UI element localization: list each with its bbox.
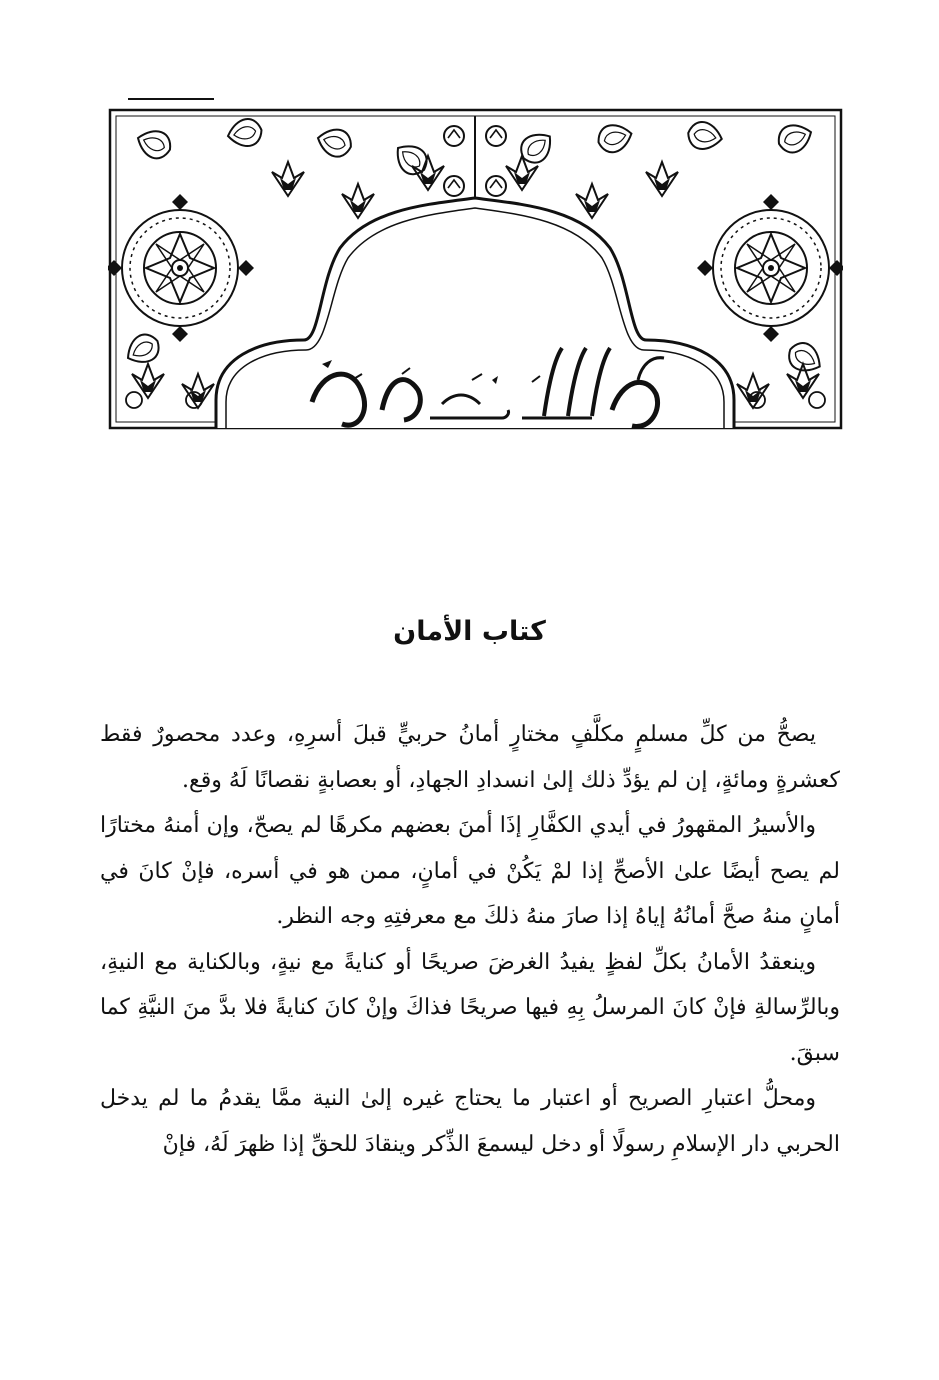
chapter-title: كتاب الأمان bbox=[393, 616, 546, 647]
paragraph-2: والأسيرُ المقهورُ في أيدي الكفَّارِ إذَا أمنَ بعضهم مكرهًا لم يصحّ، وإن أمنهُ مختارًا لم يصح أيضًا علىٰ الأصحِّ إذا لمْ يَكُنْ في أمانٍ، ممن هو في أسره، فإنْ كانَ في أمانٍ منهُ صحَّ أمانُهُ إياهُ إذا صارَ منهُ ذلكَ مع معرفتِهِ وجه النظر. bbox=[100, 813, 840, 929]
top-rule-line bbox=[128, 98, 214, 100]
body-text bbox=[100, 712, 840, 1167]
paragraph-1: يصحُّ من كلِّ مسلمٍ مكلَّفٍ مختارٍ أمانُ حربيٍّ قبلَ أسرِهِ، وعدد محصورٌ فقط كعشرةٍ ومائةٍ، إن لم يؤدِّ ذلك إلىٰ انسدادِ الجهادِ، أو بعصابةٍ نقصانًا لَهُ وقع. bbox=[100, 722, 840, 793]
basmala-calligraphy bbox=[292, 340, 684, 450]
paragraph-3: وينعقدُ الأمانُ بكلِّ لفظٍ يفيدُ الغرضَ صريحًا أو كنايةً مع نيةٍ، وبالكناية مع النيةِ، وبالرِّسالةِ فإنْ كانَ المرسلُ بِهِ فيها صريحًا فذاكَ وإنْ كانَ كنايةً فلا بدَّ منَ النيَّةِ كما سبقَ. bbox=[100, 949, 840, 1066]
paragraph-4: ومحلُّ اعتبارِ الصريح أو اعتبار ما يحتاج غيره إلىٰ النية ممَّا يقدمُ ما لم يدخل الحربي دار الإسلامِ رسولًا أو دخل ليسمعَ الذِّكر وينقادَ للحقِّ إذا ظهرَ لَهُ، فإنْ bbox=[100, 1086, 840, 1157]
